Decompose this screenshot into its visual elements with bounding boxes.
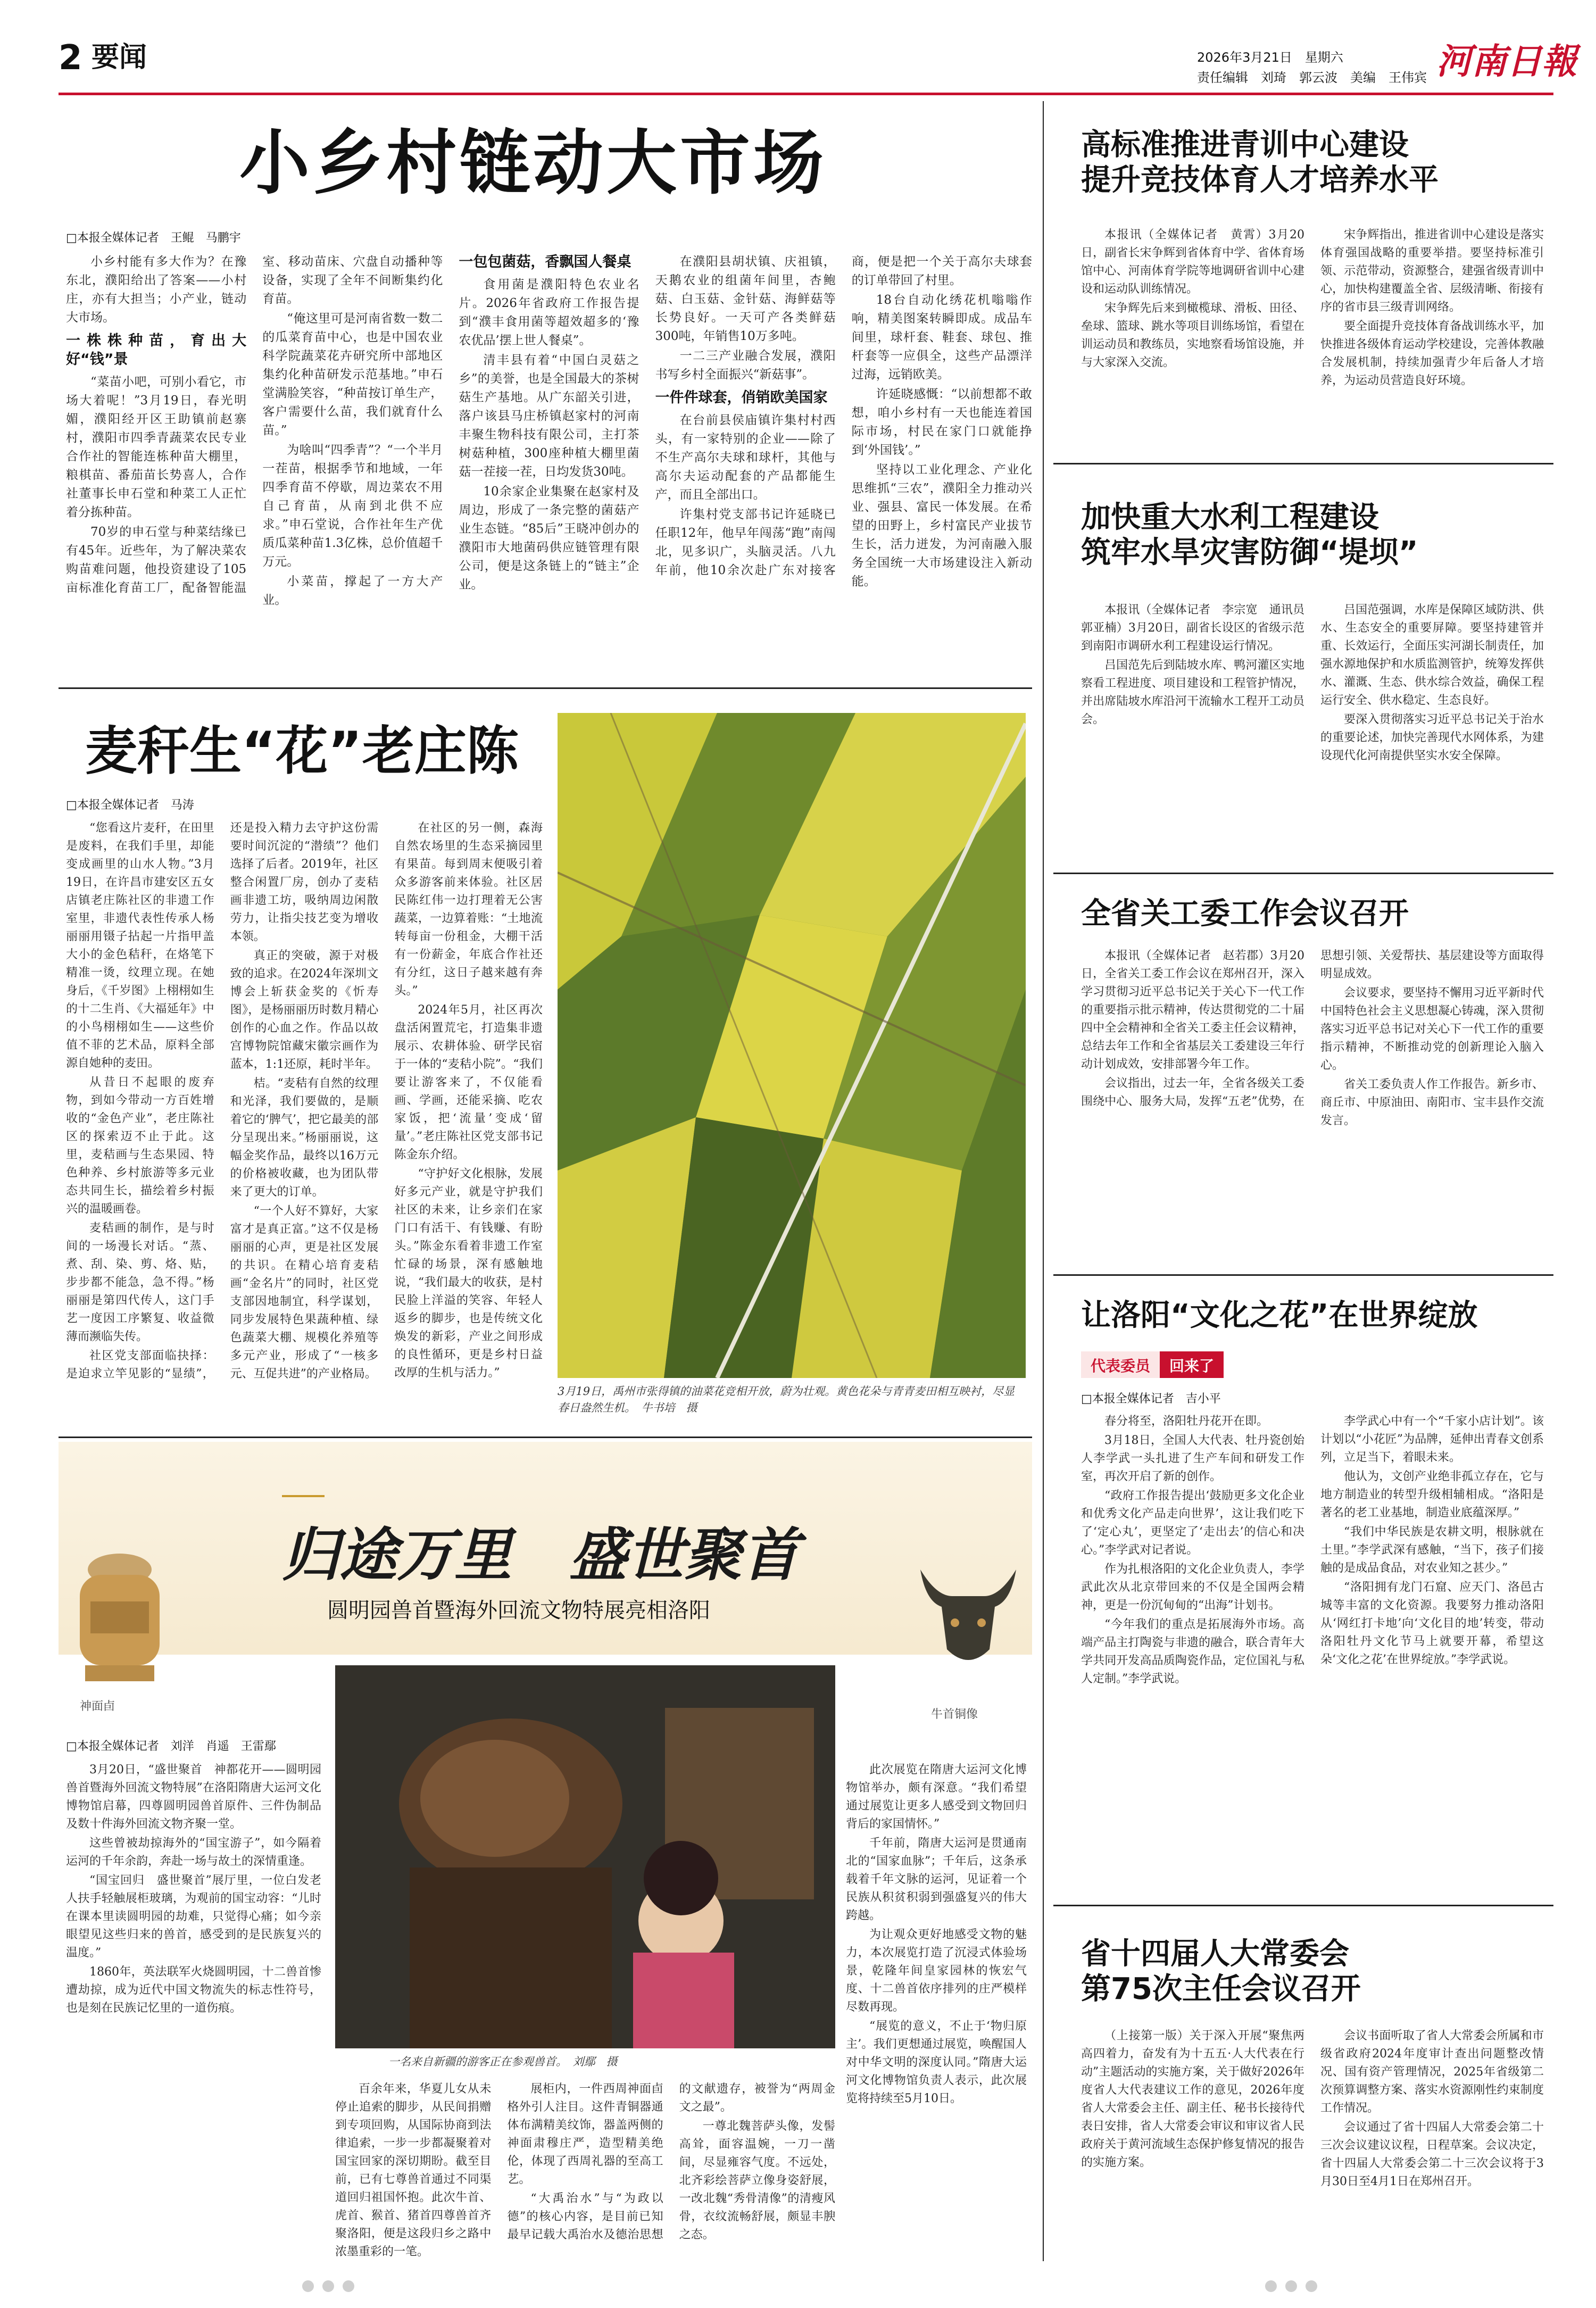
field-illustration [558,713,1026,1378]
storyA-para: 宋争辉指出，推进省训中心建设是落实体育强国战略的重要举措。要坚持标准引领、示范带动，资源整合，建强省级青训中心，加快构建覆盖全省、层级清晰、衔接有序的省市县三级青训网络。 [1320,228,1544,314]
story1-para: 在濮阳县胡状镇、庆祖镇，天鹅农业的组菌年间里，杏鲍菇、白玉菇、金针菇、海鲜菇等长势良好。一天可产各类鲜菇300吨，年销售10万多吨。 [655,255,836,343]
feature-col-right [846,1761,1027,2267]
feature-para: 千年前，隋唐大运河是贯通南北的“国家血脉”；千年后，这条承载着千年文脉的运河，见证着一个民族从积贫积弱到强盛复兴的伟大跨越。 [846,1837,1027,1922]
storyC-para: 会议指出，过去一年，全省各级关工委围绕中心、服务大局，发挥“五老”优势，在思想引领、关爱帮扶、基层建设等方面取得明显成效。 [1081,949,1544,1108]
storyD-para: 李学武心中有一个“千家小店计划”。该计划以“小花匠”为品牌，延伸出青春文创系列，立足当下，着眼未来。 [1320,1415,1544,1464]
exhibition-illustration [335,1665,835,2048]
feature-para: 百余年来，华夏儿女从未停止追索的脚步，从民间捐赠到专项回购，从国际协商到法律追索，一步一步都凝聚着对国宝回家的深切期盼。截至目前，已有七尊兽首通过不同渠道回归祖国怀抱。此次牛首、虎首、猴首、猪首四尊兽首齐聚洛阳，便是这段归乡之路中浓墨重彩的一笔。 [335,2082,492,2259]
divider [1053,873,1553,874]
storyE-para: 会议书面听取了省人大常委会所属和市级省政府2024年度审计查出问题整改情况、国有资产管理情况，2025年省级第二次预算调整方案、落实水资源刚性约束制度工作情况。 [1320,2029,1544,2115]
divider [1053,1905,1553,1906]
story1-para: 一二三产业融合发展，濮阳书写乡村全面振兴“新菇事”。 [655,349,836,381]
feature-para: 为让观众更好地感受文物的魅力，本次展览打造了沉浸式体验场景，乾隆年间皇家园林的恢宏气度、十二兽首依序排列的庄严模样尽数再现。 [846,1928,1027,2014]
story1-body [66,253,1032,716]
story2-para: 社区党支部面临抉择：是迫求立竿见影的“显绩”，还是投入精力去守护这份需要时间沉淀的“潜绩”？他们选择了后者。2019年，社区整合闲置厂房，创办了麦秸画非遗工坊，吸纳周边闲散劳力，让指尖技艺变为增收本领。 [66,821,379,1381]
storyB-para: 吕国范先后到陆坡水库、鸭河灌区实地察看工程进度、项目建设和工程管护情况，并出席陆坡水库沿河干流输水工程开工动员会。 [1081,659,1304,726]
storyD-para: “今年我们的重点是拓展海外市场。高端产品主打陶瓷与非遗的融合，联合青年大学共同开发高品质陶瓷作品，定位国礼与私人定制。”李学武说。 [1081,1618,1304,1686]
story2-headline: 麦秆生“花”老庄陈 [85,721,519,782]
storyE-body [1081,2027,1544,2251]
storyA-para: 要全面提升竞技体育备战训练水平，加快推进各级体育运动学校建设，完善体教融合发展机制，持续加强青少年后备人才培养，为运动员营造良好环境。 [1320,320,1544,387]
story2-para: “您看这片麦秆，在田里是废料，在我们手里，却能变成画里的山水人物。”3月19日，在许昌市建安区五女店镇老庄陈社区的非遗工作室里，非遗代表性传承人杨丽丽用镊子拈起一片指甲盖大小的金色秸秆，在烙笔下精准一烫，纹理立现。在她身后，《千岁图》上栩栩如生的十二生肖、《大福延年》中的小鸟栩栩如生——这些价值不菲的艺术品，原料全部源自她种的麦田。 [66,821,214,1070]
storyB-body [1081,601,1544,867]
story2-para: 在社区的另一侧，森海自然农场里的生态采摘园里有果苗。每到周末便吸引着众多游客前来体验。社区居民陈红伟一边打理着无公害蔬菜，一边算着账：“土地流转每亩一份租金，大棚干活有一份薪金，年底合作社还有分红，这日子越来越有奔头。” [394,821,543,998]
header-rule [59,93,1553,95]
page-dot[interactable] [302,2280,314,2292]
storyB-para: 要深入贯彻落实习近平总书记关于治水的重要论述，加快完善现代水网体系，为建设现代化河南提供坚实水安全保障。 [1320,713,1544,762]
storyC-para: 省关工委负责人作工作报告。新乡市、商丘市、中原油田、南阳市、宝丰县作交流发言。 [1320,1078,1544,1127]
storyA-para: 本报讯（全媒体记者 黄霄）3月20日，副省长宋争辉到省体育中学、省体育场馆中心、河南体育学院等地调研省训中心建设和运动队训练情况。 [1081,228,1304,296]
storyD-para: 春分将至，洛阳牡丹花开在即。 [1104,1415,1269,1428]
storyA-headline: 高标准推进青训中心建设 提升竞技体育人才培养水平 [1081,128,1439,198]
story-elder-committee [1053,878,1553,1272]
story2-para: “守护好文化根脉，发展好多元产业，就是守护我们社区的未来，让乡亲们在家门口有活干、有钱赚、有盼头。”陈金东看着非遗工作室忙碌的场景，深有感触地说，“我们最大的收获，是村民脸上洋溢的笑容、年轻人返乡的脚步，也是传统文化焕发的新彩，产业之间形成的良性循环，更是乡村日益改厚的生机与活力。” [394,1167,543,1380]
storyE-para: （上接第一版）关于深入开展“聚焦两高四着力，奋发有为十五五·人大代表在行动”主题活动的实施方案，关于做好2026年度省人大代表建议工作的意见，2026年度省人大常委会主任、副主任、秘书长接待代表日安排，省人大常委会审议和审议省人民政府关于黄河流域生态保护修复情况的报告的实施方案。 [1081,2029,1304,2169]
storyB-para: 本报讯（全媒体记者 李宗宽 通讯员 郭亚楠）3月20日，副省长设区的省级示范到南阳市调研水利工程建设运行情况。 [1081,603,1317,653]
page-number: 2 [59,38,82,78]
page-dots-right [1261,2280,1321,2294]
storyD-body [1081,1413,1544,1897]
ox-head-label: 牛首铜像 [931,1708,978,1721]
feature-para: “大禹治水”与“为政以德”的核心内容，是目前已知最早记载大禹治水及德治思想的文献遗存，被誉为“两周金文之最”。 [507,2082,835,2241]
storyE-para: 会议通过了省十四届人大常委会第二十三次会议建议议程，日程草案。会议决定，省十四届人大常委会第二十三次会议将于3月30日至4月1日在郑州召开。 [1320,2121,1544,2188]
page-dots-left [298,2280,359,2294]
exhibition-photo [335,1665,835,2048]
storyC-headline: 全省关工委工作会议召开 [1081,896,1409,931]
story1-para: 许集村党支部书记许延晓已任职12年，他早年闯荡“跑”南闯北，见多识广，头脑灵活。八九年前，他10余次赴广东对接客商，便是把一个关于高尔夫球套的订单带回了村里。 [655,255,1032,577]
tag-label-highlight: 回来了 [1160,1351,1224,1378]
feature-para: 此次展览在隋唐大运河文化博物馆举办，颇有深意。“我们希望通过展览让更多人感受到文物回归背后的家国情怀。” [846,1763,1027,1831]
feature-para: 一尊北魏菩萨头像，发髻高耸，面容温婉，一刀一凿间，尽显雍容气度。不远处，北齐彩绘菩萨立像身姿舒展，一改北魏“秀骨清像”的清瘦风骨，衣纹流畅舒展，颇显丰腴之态。 [679,2120,835,2241]
feature-para: 3月20日，“盛世聚首 神都花开——圆明园兽首暨海外回流文物特展”在洛阳隋唐大运河文化博物馆启幕，四尊圆明园兽首原件、三件伪制品及数十件海外回流文物齐聚一堂。 [66,1763,321,1831]
masthead-logo: 河南日報 [1436,40,1577,82]
feature-col-left [66,1761,321,2267]
storyC-body [1081,947,1544,1272]
story1-para: 70岁的申石堂与种菜结缘已有45年。近些年，为了解决菜农购苗难问题，他投资建设了105亩标准化育苗工厂，配备智能温室、移动苗床、穴盘自动播种等设备，实现了全年不间断集约化育苗。 [66,255,443,595]
feature-byline: □本报全媒体记者 刘洋 肖遥 王雷鄢 [66,1740,276,1753]
story1-para: 小乡村能有多大作为？在豫东北，濮阳给出了答案——小村庄，亦有大担当；小产业，链动大市场。 [66,255,247,325]
feature-para: 展柜内，一件西周神面卣格外引人注目。这件青铜器通体布满精美纹饰，器盖两侧的神面肃穆庄严，造型精美绝伦，体现了西周礼器的至高工艺。 [507,2082,663,2186]
storyC-para: 本报讯（全媒体记者 赵若郡）3月20日，全省关工委工作会议在郑州召开，深入学习贯彻习近平总书记关于关心下一代工作的重要指示批示精神，传达贯彻党的二十届四中全会精神和全省关工委主任会议精神，总结去年工作和全省基层关工委建设三年行动计划成效，安排部署今年工作。 [1081,949,1304,1071]
divider [1053,1274,1553,1276]
story1-byline: □本报全媒体记者 王鲲 马鹏宇 [66,231,241,245]
story-village-market [59,101,1032,686]
story1-para: “菜苗小吧，可别小看它，市场大着呢！”3月19日，春光明媚，濮阳经开区王助镇前赵寨村，濮阳市四季青蔬菜农民专业合作社的智能连栋种苗大棚里，粮棋苗、番茄苗长势喜人，合作社董事长申石堂和种菜工人正忙着分拣种苗。 [66,375,247,519]
tag-label: 代表委员 [1081,1351,1160,1378]
story2-para: 2024年5月，社区再次盘活闲置荒宅，打造集非遗展示、农耕体验、研学民宿于一体的“麦秸小院”。“我们要让游客来了，不仅能看画、学画，还能采摘、吃农家饭，把‘流量’变成‘留量’。”老庄陈社区党支部书记陈金东介绍。 [394,1003,543,1161]
exhibition-photo-caption: 一名来自新疆的游客正在参观兽首。 刘鄢 摄 [388,2055,618,2068]
page-dot[interactable] [343,2280,354,2292]
storyD-para: 他认为，文创产业绝非孤立存在，它与地方制造业的转型升级相辅相成。“洛阳是著名的老工业基地，制造业底蕴深厚。” [1320,1470,1544,1520]
storyB-headline: 加快重大水利工程建设 筑牢水旱灾害防御“堤坝” [1081,500,1418,570]
editors: 责任编辑 刘琦 郭云波 美编 王伟宾 [1197,70,1427,85]
story1-para: 许延晓感慨：“以前想都不敢想，咱小乡村有一天也能连着国际市场，村民在家门口就能挣到‘外国钱’。” [851,387,1032,457]
column-divider [1043,101,1044,2261]
feature-subtitle: 圆明园兽首暨海外回流文物特展亮相洛阳 [327,1598,710,1623]
feature-para: “国宝回归 盛世聚首”展厅里，一位白发老人扶手轻触展柜玻璃，为观前的国宝动容：“儿时在课本里读圆明园的劫难，只觉得心痛；如今亲眼望见这些归来的兽首，感受到的是民族复兴的温度。” [66,1874,321,1960]
deputy-tag [1081,1351,1224,1378]
feature-para: 1860年，英法联军火烧圆明园，十二兽首惨遭劫掠，成为近代中国文物流失的标志性符号，也是刻在民族记忆里的一道伤痕。 [66,1965,321,2015]
storyD-byline: □本报全媒体记者 吉小平 [1081,1392,1221,1406]
feature-relics [59,1442,1032,2277]
story-npc-meeting [1053,1910,1553,2261]
page-dot[interactable] [1285,2280,1297,2292]
page-dot[interactable] [322,2280,334,2292]
story1-subhead: 一株株种苗，育出大好“钱”景 [66,333,247,368]
issue-date: 2026年3月21日 星期六 [1197,50,1343,65]
story1-para: 10余家企业集聚在赵家村及周边，形成了一条完整的菌菇产业生态链。“85后”王晓冲创办的濮阳市大地菌码供应链管理有限公司，便是这条链上的“链主”企业。 [459,485,639,592]
page-dot[interactable] [1265,2280,1277,2292]
feature-para: “展览的意义，不止于‘物归原主’。我们更想通过展览，唤醒国人对中华文明的深度认同。”隋唐大运河文化博物馆负责人表示，此次展览将持续至5月10日。 [846,2020,1027,2105]
feature-col-bottom [335,2080,835,2272]
story1-para: 为啥叫“四季青”？“一个半月一茬苗，根据季节和地域，一年四季育苗不停歇，周边菜农不用自己育苗，从南到北供不应求。”申石堂说，合作社年生产优质瓜菜种苗1.3亿株，总价值超千万元。 [262,443,443,569]
feature-title: 归途万里 盛世聚首 [282,1522,800,1589]
storyD-headline: 让洛阳“文化之花”在世界绽放 [1081,1298,1478,1333]
story1-subhead: 一包包菌菇，香飘国人餐桌 [459,254,631,270]
storyE-headline: 省十四届人大常委会 第75次主任会议召开 [1081,1937,1361,2007]
story-youth-training [1053,106,1553,447]
story2-byline: □本报全媒体记者 马涛 [66,799,194,812]
story-wheat-straw [59,692,548,1522]
storyD-para: “我们中华民族是农耕文明，根脉就在土里。”李学武深有感触，“当下，孩子们接触的是成品食品，对农业知之甚少。” [1320,1525,1544,1575]
story1-para: “俺这里可是河南省数一数二的瓜菜育苗中心，也是中国农业科学院蔬菜花卉研究所中部地区集约化种苗研发示范基地。”申石堂满脸笑容，“种苗按订单生产，客户需要什么苗，我们就育什么苗。” [262,312,443,437]
story2-para: 麦秸画的制作，是与时间的一场漫长对话。“蒸、煮、刮、染、剪、烙、贴，步步都不能急，急不得。”杨丽丽是第四代传人，这门手艺一度因工序繁复、收益微薄而濒临失传。 [66,1222,214,1343]
ox-head-icon [904,1548,1032,1676]
section-name: 要闻 [92,41,147,73]
divider [59,1437,1032,1438]
story1-headline: 小乡村链动大市场 [239,122,827,204]
storyB-para: 吕国范强调，水库是保障区域防洪、供水、生态安全的重要屏障。要坚持建管并重、长效运行，全面压实河湖长制责任，加强水源地保护和水质监测管护，统筹发挥供水、灌溉、生态、供水综合效益，确保工程运行安全、供水稳定、生态良好。 [1320,603,1544,707]
gold-ornament-icon [282,1495,325,1497]
story1-para: 食用菌是濮阳特色农业名片。2026年省政府工作报告提到“濮丰食用菌等超效超多的‘豫农优品’摆上世人餐桌”。 [459,278,639,347]
storyC-para: 会议要求，要坚持不懈用习近平新时代中国特色社会主义思想凝心铸魂，深入贯彻落实习近平总书记对关心下一代工作的重要指示精神，不断推动党的创新理论入脑入心。 [1320,986,1544,1072]
feature-para: 这些曾被劫掠海外的“国宝游子”，如今隔着运河的千年余韵，奔赴一场与故土的深情重逢。 [66,1837,321,1868]
story2-para: 从昔日不起眼的废弃物，到如今带动一方百姓增收的“金色产业”，老庄陈社区的探索迈不止于此。这里，麦秸画与生态果园、特色种养、乡村旅游等多元业态共同生长，描绘着乡村振兴的温暖画卷。 [66,1076,214,1216]
storyA-body [1081,226,1544,450]
storyD-para: 作为扎根洛阳的文化企业负责人，李学武此次从北京带回来的不仅是全国两会精神，更是一份沉甸甸的“出海”计划书。 [1081,1563,1304,1612]
bronze-vessel-icon [59,1538,181,1697]
page-header [0,0,1596,96]
rapeseed-field-photo [558,713,1026,1378]
field-photo-caption: 3月19日，禹州市张得镇的油菜花竞相开放，蔚为壮观。黄色花朵与青青麦田相互映衬，尽显春日盎然生机。 牛书培 摄 [558,1385,1015,1414]
story1-para: 坚持以工业化理念、产业化思维抓“三农”，濮阳全力推动兴业、强县、富民一体发展。在希望的田野上，乡村富民产业拔节生长，活力迸发，为河南融入服务全国统一大市场建设注入新动能。 [851,463,1032,588]
story-luoyang-culture [1053,1277,1553,1905]
story2-para: 真正的突破，源于对极致的追求。在2024年深圳文博会上斩获金奖的《忻寿图》，是杨丽丽历时数月精心创作的心血之作。作品以故宫博物院馆藏宋徽宗画作为蓝本，1:1还原，耗时半年。 [230,949,379,1071]
story2-body [66,819,543,1500]
storyD-para: 3月18日，全国人大代表、牡丹瓷创始人李学武一头扎进了生产车间和研发工作室，再次开启了新的创作。 [1081,1434,1304,1483]
storyD-para: “洛阳拥有龙门石窟、应天门、洛邑古城等丰富的文化资源。我要努力推动洛阳从‘网红打卡地’向‘文化目的地’转变，带动洛阳牡丹文化节马上就要开幕，希望这朵‘文化之花’在世界绽放。”李学武说。 [1320,1581,1544,1666]
story2-para: “一个人好不算好，大家富才是真正富。”这不仅是杨丽丽的心声，更是社区发展的共识。在精心培育麦秸画“金名片”的同时，社区党支部因地制宜，科学谋划，同步发展特色果蔬种植、绿色蔬菜大棚、规模化养殖等多元产业，形成了“一核多元、互促共进”的产业格局。 [230,1205,379,1381]
story1-subhead: 一件件球套，俏销欧美国家 [655,389,828,406]
story1-para: 18台自动化绣花机嗡嗡作响，精美图案转瞬即成。成品车间里，球杆套、鞋套、球包、推杆套等一应俱全，这些产品漂洋过海，远销欧美。 [851,293,1032,381]
vessel-label: 神面卣 [80,1700,115,1713]
story1-para: 小菜苗，撑起了一方大产业。 [262,575,443,607]
story-water-works [1053,468,1553,867]
story1-para: 在台前县侯庙镇许集村村西头，有一家特别的企业——除了不生产高尔夫球和球杆，其他与高尔夫运动配套的产品都能生产，而且全部出口。 [655,413,836,502]
divider [1053,463,1553,464]
page-dot[interactable] [1306,2280,1317,2292]
story2-para: 桔。“麦秸有自然的纹理和光泽，我们要做的，是顺着它的‘脾气’，把它最美的部分呈现出来。”杨丽丽说，这幅金奖作品，最终以16万元的价格被收藏，也为团队带来了更大的订单。 [230,1077,379,1199]
storyD-para: “政府工作报告提出‘鼓励更多文化企业和优秀文化产品走向世界’，这让我们吃下了‘定心丸’，更坚定了‘走出去’的信心和决心。”李学武对记者说。 [1081,1489,1304,1557]
divider [59,687,1032,689]
storyA-para: 宋争辉先后来到橄榄球、滑板、田径、垒球、篮球、跳水等项目训练场馆，看望在训运动员和教练员，实地察看场馆设施，并与大家深入交流。 [1081,302,1304,369]
story1-para: 清丰县有着“中国白灵菇之乡”的美誉，也是全国最大的茶树菇生产基地。从广东韶关引进，落户该县马庄桥镇赵家村的河南丰聚生物科技有限公司，主打茶树菇种植，300座种植大棚里菌菇一茬接一茬，日均发货30吨。 [459,353,639,479]
